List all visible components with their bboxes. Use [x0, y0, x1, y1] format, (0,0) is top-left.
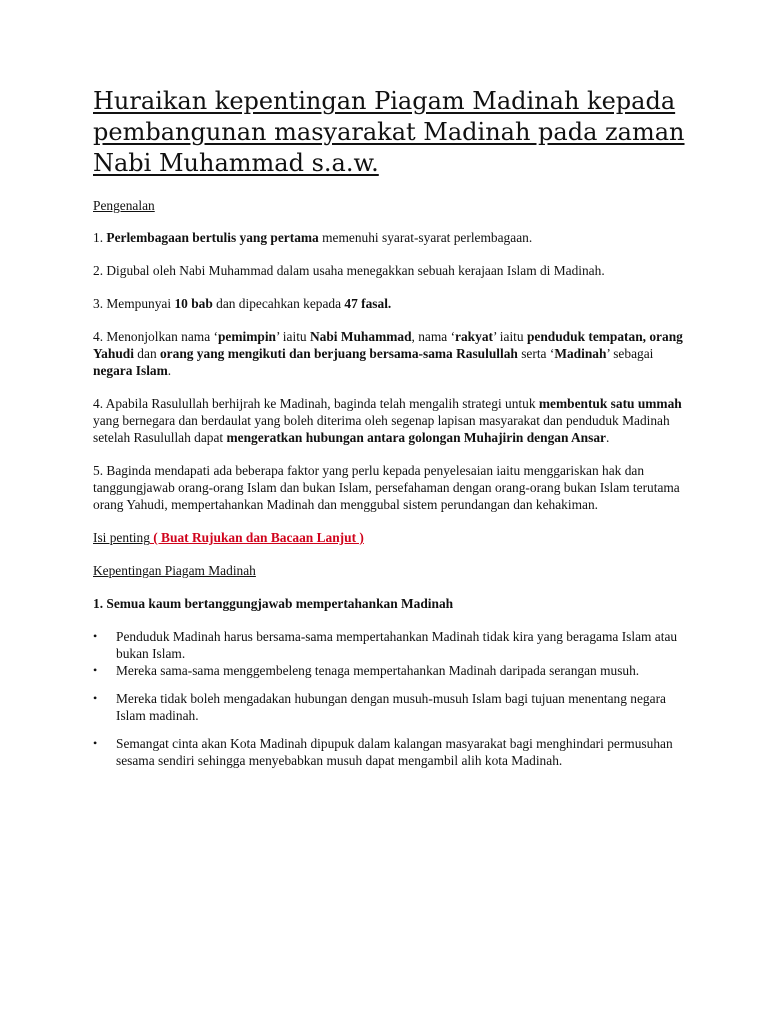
isi-penting-note: ( Buat Rujukan dan Bacaan Lanjut )	[149, 530, 364, 545]
paragraph-1: 1. Perlembagaan bertulis yang pertama memenuhi syarat-syarat perlembagaan.	[93, 230, 533, 245]
list-item: • Mereka sama-sama menggembeleng tenaga mempertahankan Madinah daripada serangan musuh.	[93, 662, 693, 679]
kepentingan-heading: Kepentingan Piagam Madinah	[93, 563, 256, 578]
paragraph-3: 3. Mempunyai 10 bab dan dipecahkan kepada 47 fasal.	[93, 296, 392, 311]
paragraph-2: 2. Digubal oleh Nabi Muhammad dalam usaha menegakkan sebuah kerajaan Islam di Madinah.	[93, 263, 605, 278]
paragraph-5: 4. Apabila Rasulullah berhijrah ke Madinah, baginda telah mengalih strategi untuk membentuk satu ummah yang bernegara dan berdaulat yang boleh diterima oleh segenap lapisan masyarakat dan penduduk Madinah setelah Rasulullah dapat mengeratkan hubungan antara golongan Muhajirin dengan Ansar.	[93, 396, 682, 445]
list-item: • Semangat cinta akan Kota Madinah dipupuk dalam kalangan masyarakat bagi menghindari permusuhan sesama sendiri sehingga menyebabkan musuh dapat mengambil alih kota Madinah.	[93, 735, 693, 769]
isi-penting-heading: Isi penting ( Buat Rujukan dan Bacaan Lanjut )	[93, 530, 364, 545]
paragraph-4: 4. Menonjolkan nama ‘pemimpin’ iaitu Nabi Muhammad, nama ‘rakyat’ iaitu penduduk tempatan, orang Yahudi dan orang yang mengikuti dan berjuang bersama-sama Rasulullah serta ‘Madinah’ sebagai negara Islam.	[93, 329, 683, 378]
paragraph-6: 5. Baginda mendapati ada beberapa faktor yang perlu kepada penyelesaian iaitu menggariskan hak dan tanggungjawab orang-orang Islam dan bukan Islam, persefahaman dengan orang-orang bukan Islam terutama orang Yahudi, mempertahankan Madinah dan menggubal sistem perundangan dan kehakiman.	[93, 463, 680, 512]
bullet-list	[93, 628, 693, 769]
document-title: Huraikan kepentingan Piagam Madinah kepada pembangunan masyarakat Madinah pada zaman Nabi Muhammad s.a.w.	[93, 87, 685, 177]
document-body	[93, 86, 693, 769]
point-1-heading: 1. Semua kaum bertanggungjawab mempertahankan Madinah	[93, 596, 454, 611]
list-item: • Mereka tidak boleh mengadakan hubungan dengan musuh-musuh Islam bagi tujuan menentang negara Islam madinah.	[93, 690, 693, 724]
intro-heading: Pengenalan	[93, 198, 155, 213]
list-item: • Penduduk Madinah harus bersama-sama mempertahankan Madinah tidak kira yang beragama Islam atau bukan Islam.	[93, 628, 693, 662]
